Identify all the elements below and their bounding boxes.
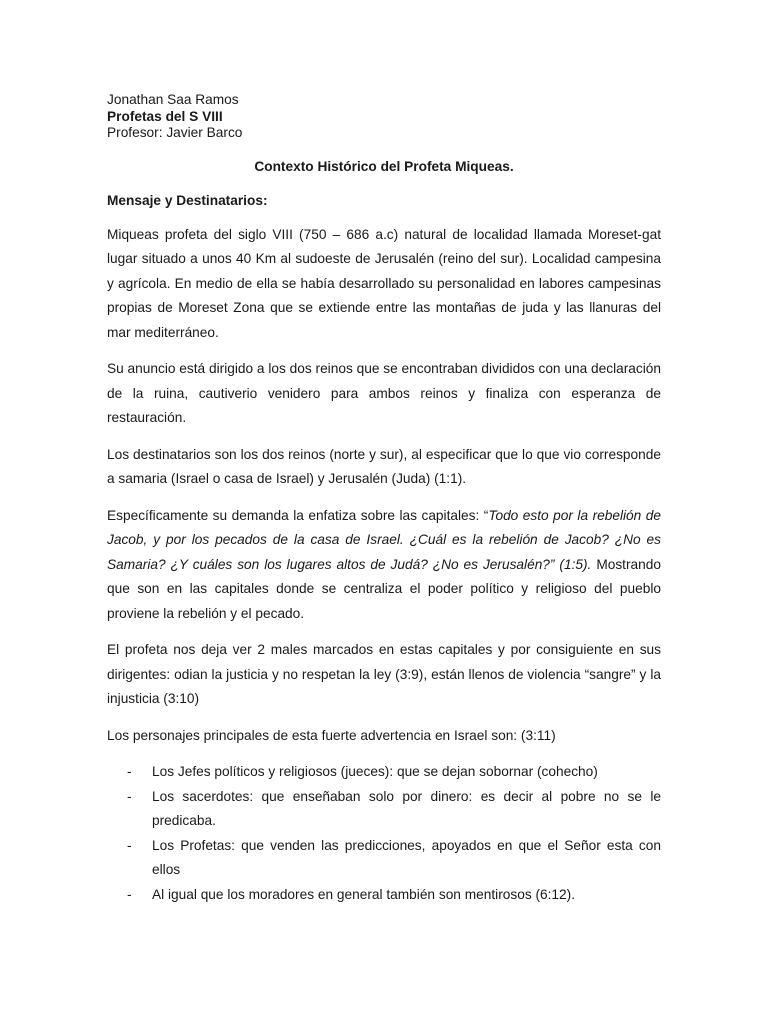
- paragraph-4-rest: Mostrando que son en las capitales donde se centraliza el poder político y religioso del pueblo proviene la rebelión y el pecado.: [107, 556, 661, 621]
- bullet-text: Al igual que los moradores en general también son mentirosos (6:12).: [152, 886, 576, 902]
- list-item: [107, 785, 661, 834]
- author-name: Jonathan Saa Ramos: [107, 92, 239, 107]
- list-item: [107, 834, 661, 883]
- course-name: Profetas del S VIII: [107, 108, 223, 124]
- list-item: [107, 760, 661, 785]
- paragraph-1: Miqueas profeta del siglo VIII (750 – 686 a.c) natural de localidad llamada Moreset-gat lugar situado a unos 40 Km al sudoeste de Jerusalén (reino del sur). Localidad campesina y agrícola. En medio de ella se había desarrollado su personalidad en labores campesinas propias de Moreset Zona que se extiende entre las montañas de juda y las llanuras del mar mediterráneo.: [107, 226, 661, 340]
- bullet-dash: -: [127, 788, 132, 804]
- bullet-text: Los Jefes políticos y religiosos (jueces): que se dejan sobornar (cohecho): [152, 764, 598, 779]
- paragraph-4-quote: Todo esto por la rebelión de Jacob, y por los pecados de la casa de Israel. ¿Cuál es la rebelión de Jacob? ¿No es Samaria? ¿Y cuáles son los lugares altos de Judá? ¿No es Jerusalén?” (1:5).: [107, 507, 661, 572]
- section-heading-text: Mensaje y Destinatarios: [107, 192, 263, 208]
- bullet-text: Los sacerdotes: que enseñaban solo por dinero: es decir al pobre no se le predicaba.: [152, 788, 661, 828]
- paragraph-5: El profeta nos deja ver 2 males marcados en estas capitales y por consiguiente en sus dirigentes: odian la justicia y no respetan la ley (3:9), están llenos de violencia “sangre” y la injusticia (3:10): [107, 642, 661, 706]
- bullet-text: Los Profetas: que venden las predicciones, apoyados en que el Señor esta con ellos: [152, 837, 661, 877]
- paragraph-6: Los personajes principales de esta fuerte advertencia en Israel son: (3:11): [107, 727, 556, 743]
- section-heading-colon: :: [262, 192, 268, 208]
- section-heading: [107, 192, 661, 209]
- bullet-dash: -: [127, 886, 132, 902]
- bullet-list: [107, 760, 661, 907]
- professor-name: Profesor: Javier Barco: [107, 125, 243, 140]
- paragraph-3: Los destinatarios son los dos reinos (norte y sur), al especificar que lo que vio corresponde a samaria (Israel o casa de Israel) y Jerusalén (Juda) (1:1).: [107, 446, 661, 486]
- paragraph-2: Su anuncio está dirigido a los dos reinos que se encontraban divididos con una declaración de la ruina, cautiverio venidero para ambos reinos y finaliza con esperanza de restauración.: [107, 361, 661, 425]
- paragraph-4-intro: Específicamente su demanda la enfatiza sobre las capitales: “: [107, 507, 489, 523]
- bullet-dash: -: [127, 764, 132, 779]
- document-title: Contexto Histórico del Profeta Miqueas.: [254, 158, 514, 174]
- bullet-dash: -: [127, 837, 132, 853]
- list-item: [107, 883, 661, 908]
- paragraph-4: [107, 504, 661, 627]
